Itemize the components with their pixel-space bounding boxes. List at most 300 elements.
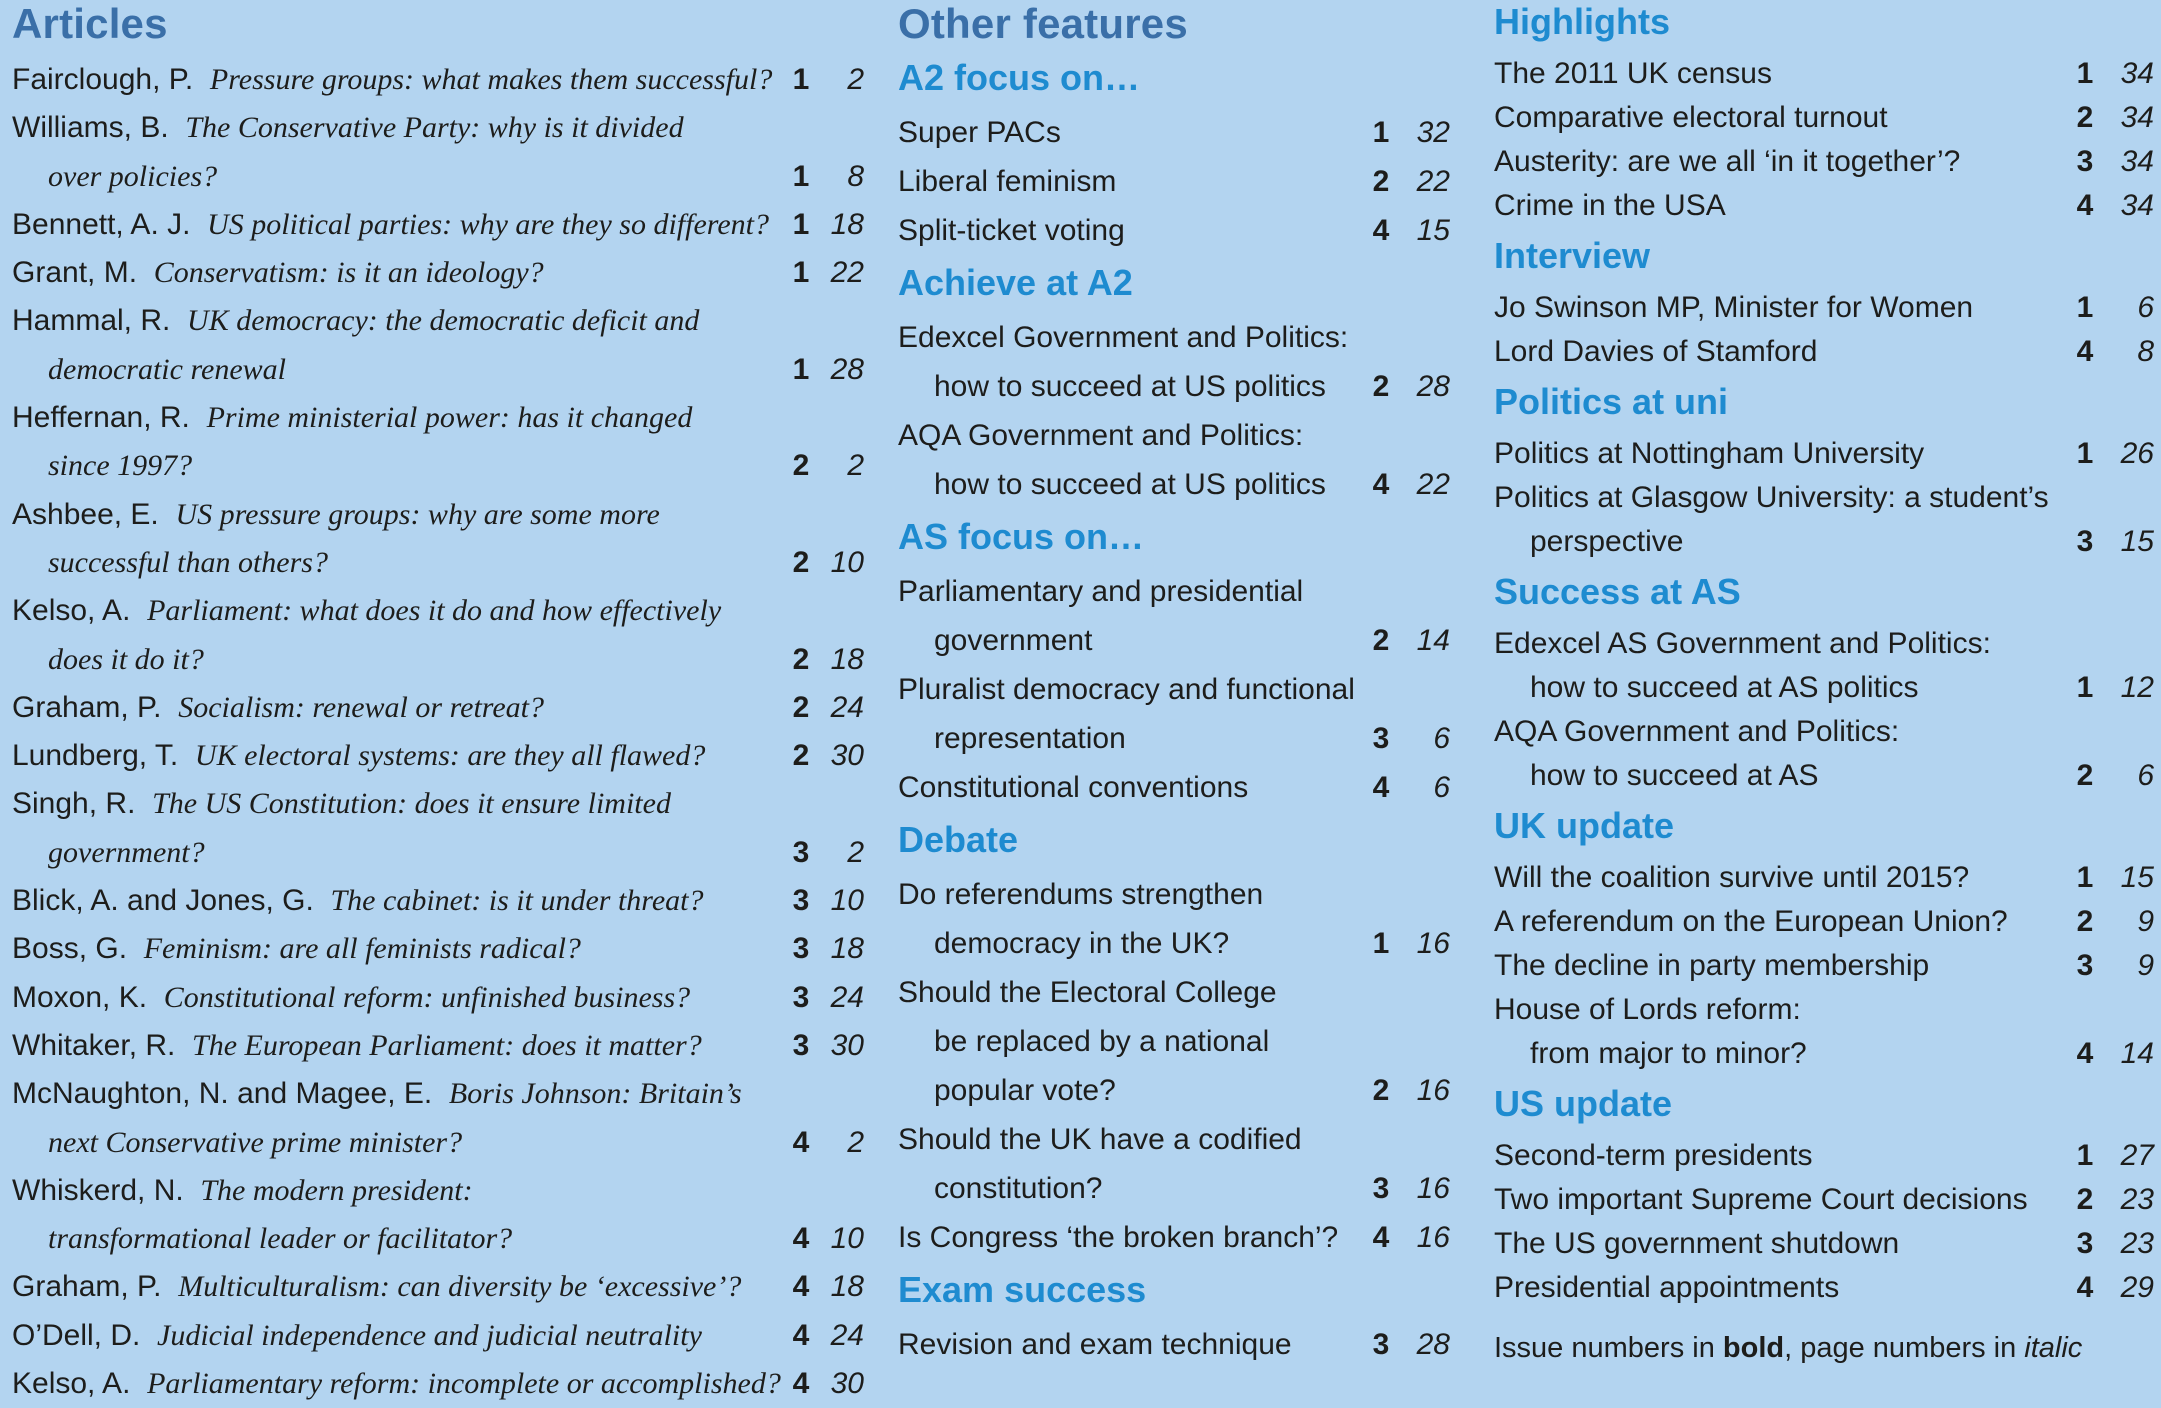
article-author: Kelso, A. — [12, 1367, 131, 1401]
feature-text — [898, 665, 1366, 763]
feature-line: Politics at Nottingham University — [1494, 437, 1925, 470]
article-entry — [12, 104, 864, 201]
article-title: Constitutional reform: unfinished business? — [163, 980, 691, 1014]
issue-number: 4 — [792, 1125, 810, 1159]
page-number: 6 — [1433, 722, 1450, 755]
page-number: 15 — [2120, 525, 2154, 558]
articles-column — [12, 0, 864, 1408]
page-number: 18 — [830, 1270, 864, 1304]
article-title: over policies? — [48, 159, 218, 193]
article-author: Hammal, R. — [12, 304, 171, 338]
article-author: Graham, P. — [12, 1270, 162, 1304]
right-features-column — [1494, 0, 2154, 1368]
feature-line: Constitutional conventions — [898, 771, 1249, 804]
feature-line: The 2011 UK census — [1494, 57, 1772, 90]
article-text — [12, 56, 786, 104]
article-entry — [12, 297, 864, 394]
article-title: government? — [48, 835, 205, 869]
feature-entry — [898, 1213, 1450, 1262]
feature-line: A referendum on the European Union? — [1494, 905, 2008, 938]
article-title: Parliament: what does it do and how effectively — [147, 594, 722, 628]
page-number: 24 — [830, 980, 864, 1014]
issue-number: 4 — [2076, 189, 2094, 222]
feature-line: Will the coalition survive until 2015? — [1494, 861, 1970, 894]
feature-line: Is Congress ‘the broken branch’? — [898, 1221, 1339, 1254]
issue-number: 4 — [1372, 1221, 1390, 1254]
article-title: Multiculturalism: can diversity be ‘excessive’? — [178, 1270, 742, 1304]
feature-text — [1494, 988, 2070, 1076]
issue-number: 1 — [2076, 291, 2094, 324]
issue-number: 2 — [2076, 1183, 2094, 1216]
feature-line: how to succeed at US politics — [934, 370, 1326, 403]
article-text — [12, 780, 786, 877]
article-title: successful than others? — [48, 545, 328, 579]
issue-number: 2 — [1372, 1074, 1390, 1107]
feature-line: Second-term presidents — [1494, 1139, 1813, 1172]
article-title: The European Parliament: does it matter? — [192, 1028, 702, 1062]
feature-line: Do referendums strengthen — [898, 878, 1264, 911]
feature-text — [1494, 476, 2070, 564]
section-heading: Exam success — [898, 1269, 1147, 1310]
issue-number: 1 — [2076, 437, 2094, 470]
issue-number: 3 — [2076, 145, 2094, 178]
issue-number: 4 — [2076, 1271, 2094, 1304]
section-heading: Politics at uni — [1494, 381, 1729, 422]
article-author: Blick, A. and Jones, G. — [12, 884, 314, 918]
feature-line: Two important Supreme Court decisions — [1494, 1183, 2028, 1216]
other-features-title: Other features — [898, 0, 1188, 47]
article-entry — [12, 925, 864, 973]
feature-entry — [1494, 432, 2154, 476]
issue-number: 3 — [792, 884, 810, 918]
articles-list — [12, 56, 864, 1408]
feature-line: The US government shutdown — [1494, 1227, 1900, 1260]
article-title: The cabinet: is it under threat? — [330, 884, 704, 918]
article-author: McNaughton, N. and Magee, E. — [12, 1077, 433, 1111]
article-entry — [12, 201, 864, 249]
feature-text — [1494, 1178, 2070, 1222]
feature-line: Revision and exam technique — [898, 1328, 1292, 1361]
feature-text — [898, 567, 1366, 665]
feature-text — [1494, 856, 2070, 900]
article-title: The Conservative Party: why is it divided — [185, 111, 684, 145]
issue-number: 1 — [1372, 116, 1390, 149]
section-heading: AS focus on… — [898, 516, 1145, 557]
issue-number: 4 — [2076, 335, 2094, 368]
article-text — [12, 1022, 786, 1070]
issue-number: 3 — [1372, 1172, 1390, 1205]
issue-number: 1 — [2076, 861, 2094, 894]
article-author: Singh, R. — [12, 787, 136, 821]
feature-text — [1494, 330, 2070, 374]
page-number: 22 — [1416, 165, 1450, 198]
feature-entry — [1494, 856, 2154, 900]
feature-line: Pluralist democracy and functional — [898, 673, 1355, 706]
issue-number: 2 — [792, 642, 810, 676]
feature-entry — [898, 968, 1450, 1115]
issue-number: 4 — [792, 1222, 810, 1256]
other-features-list — [898, 56, 1450, 1369]
page-number: 14 — [2120, 1037, 2154, 1070]
article-text — [12, 297, 786, 394]
article-text — [12, 1312, 786, 1360]
issue-number: 2 — [792, 739, 810, 773]
page-number: 8 — [2137, 335, 2154, 368]
feature-line: how to succeed at AS — [1530, 759, 1819, 792]
feature-entry — [1494, 140, 2154, 184]
article-entry — [12, 1360, 864, 1408]
section-heading: A2 focus on… — [898, 57, 1141, 98]
article-text — [12, 974, 786, 1022]
feature-entry — [898, 1320, 1450, 1369]
feature-entry — [1494, 900, 2154, 944]
article-line — [12, 442, 786, 490]
section-heading: Interview — [1494, 235, 1651, 276]
page-number: 34 — [2120, 189, 2154, 222]
issue-number: 3 — [792, 835, 810, 869]
article-text — [12, 1167, 786, 1264]
article-title: US pressure groups: why are some more — [175, 497, 660, 531]
feature-line: representation — [934, 722, 1126, 755]
page-number: 16 — [1416, 1221, 1450, 1254]
page-number: 30 — [830, 1367, 864, 1401]
feature-entry — [1494, 622, 2154, 710]
article-entry — [12, 491, 864, 588]
article-title: democratic renewal — [48, 352, 286, 386]
article-title: Prime ministerial power: has it changed — [206, 401, 693, 435]
article-text — [12, 732, 786, 780]
section-heading: UK update — [1494, 805, 1674, 846]
feature-text — [1494, 1266, 2070, 1310]
page-number: 10 — [830, 1222, 864, 1256]
page-number: 16 — [1416, 1172, 1450, 1205]
article-line — [12, 201, 786, 249]
page-number: 18 — [830, 207, 864, 241]
feature-text — [1494, 432, 2070, 476]
page-number: 16 — [1416, 1074, 1450, 1107]
article-entry — [12, 1022, 864, 1070]
article-text — [12, 1360, 786, 1408]
article-author: Whiskerd, N. — [12, 1173, 184, 1207]
article-line — [12, 877, 786, 925]
feature-line: popular vote? — [934, 1074, 1116, 1107]
page-number: 28 — [1416, 1328, 1450, 1361]
feature-line: Edexcel Government and Politics: — [898, 321, 1349, 354]
feature-line: Parliamentary and presidential — [898, 575, 1304, 608]
page-number: 23 — [2120, 1183, 2154, 1216]
page-number: 18 — [830, 932, 864, 966]
feature-line: Super PACs — [898, 116, 1061, 149]
article-line — [12, 1263, 786, 1311]
issue-number: 4 — [1372, 214, 1390, 247]
issue-number: 4 — [1372, 771, 1390, 804]
issue-number: 2 — [792, 545, 810, 579]
page-number: 6 — [2137, 759, 2154, 792]
article-text — [12, 877, 786, 925]
article-author: Grant, M. — [12, 256, 138, 290]
article-line — [12, 925, 786, 973]
feature-text — [898, 313, 1366, 411]
feature-line: Edexcel AS Government and Politics: — [1494, 627, 1991, 660]
article-line — [12, 684, 786, 732]
article-author: O’Dell, D. — [12, 1318, 141, 1352]
feature-line: Jo Swinson MP, Minister for Women — [1494, 291, 1974, 324]
feature-entry — [1494, 184, 2154, 228]
feature-line: how to succeed at US politics — [934, 468, 1326, 501]
page-number: 2 — [847, 1125, 864, 1159]
issue-number: 1 — [2076, 671, 2094, 704]
issue-number: 1 — [792, 207, 810, 241]
feature-line: be replaced by a national — [934, 1025, 1270, 1058]
issue-number: 2 — [2076, 759, 2094, 792]
article-title: Boris Johnson: Britain’s — [448, 1077, 742, 1111]
feature-line: government — [934, 624, 1093, 657]
feature-entry — [898, 567, 1450, 665]
page-number: 6 — [1433, 771, 1450, 804]
issue-number: 1 — [1372, 927, 1390, 960]
feature-line: how to succeed at AS politics — [1530, 671, 1919, 704]
page-number: 26 — [2120, 437, 2154, 470]
article-title: does it do it? — [48, 642, 204, 676]
feature-line: Austerity: are we all ‘in it together’? — [1494, 145, 1961, 178]
issue-number: 1 — [2076, 57, 2094, 90]
feature-entry — [1494, 330, 2154, 374]
feature-line: from major to minor? — [1530, 1037, 1807, 1070]
page-number: 30 — [830, 1028, 864, 1062]
article-title: Socialism: renewal or retreat? — [178, 690, 544, 724]
feature-entry — [898, 1115, 1450, 1213]
feature-line: AQA Government and Politics: — [1494, 715, 1900, 748]
article-title: US political parties: why are they so different? — [207, 207, 769, 241]
article-line — [12, 1360, 786, 1408]
right-features-list — [1494, 0, 2154, 1310]
feature-entry — [1494, 286, 2154, 330]
article-entry — [12, 1312, 864, 1360]
feature-line: Presidential appointments — [1494, 1271, 1840, 1304]
article-title: Parliamentary reform: incomplete or accomplished? — [147, 1367, 781, 1401]
issue-number: 2 — [1372, 370, 1390, 403]
page-number: 2 — [847, 449, 864, 483]
page-number: 16 — [1416, 927, 1450, 960]
page-number: 9 — [2137, 905, 2154, 938]
section-heading: Highlights — [1494, 1, 1670, 42]
issue-number: 1 — [792, 159, 810, 193]
feature-text — [898, 763, 1366, 812]
section-heading: Debate — [898, 819, 1019, 860]
article-entry — [12, 780, 864, 877]
article-text — [12, 104, 786, 201]
article-line — [12, 732, 786, 780]
feature-text — [898, 1213, 1366, 1262]
article-author: Fairclough, P. — [12, 63, 194, 96]
article-title: Judicial independence and judicial neutrality — [157, 1318, 702, 1352]
issue-number: 2 — [792, 690, 810, 724]
issue-number: 3 — [2076, 1227, 2094, 1260]
feature-line: House of Lords reform: — [1494, 993, 1801, 1026]
feature-entry — [898, 665, 1450, 763]
feature-text — [1494, 944, 2070, 988]
issue-number: 4 — [2076, 1037, 2094, 1070]
feature-entry — [1494, 96, 2154, 140]
article-line — [12, 104, 786, 152]
feature-line: Liberal feminism — [898, 165, 1117, 198]
article-entry — [12, 974, 864, 1022]
feature-text — [1494, 52, 2070, 96]
feature-line: The decline in party membership — [1494, 949, 1930, 982]
page-number: 27 — [2120, 1139, 2154, 1172]
article-title: UK democracy: the democratic deficit and — [187, 304, 700, 338]
page-number: 14 — [1416, 624, 1450, 657]
article-entry — [12, 1263, 864, 1311]
note-bold-word: bold — [1722, 1332, 1785, 1364]
article-line — [12, 153, 786, 201]
feature-text — [1494, 1134, 2070, 1178]
article-author: Lundberg, T. — [12, 739, 179, 773]
issue-number: 3 — [792, 980, 810, 1014]
page-number: 34 — [2120, 57, 2154, 90]
article-line — [12, 636, 786, 684]
page-number: 15 — [2120, 861, 2154, 894]
article-title: next Conservative prime minister? — [48, 1125, 463, 1159]
issue-number: 2 — [2076, 101, 2094, 134]
feature-line: Should the Electoral College — [898, 976, 1277, 1009]
articles-title: Articles — [12, 0, 168, 47]
article-line — [12, 539, 786, 587]
feature-entry — [898, 870, 1450, 968]
article-line — [12, 1070, 786, 1118]
article-author: Boss, G. — [12, 932, 128, 966]
article-author: Graham, P. — [12, 690, 162, 724]
issue-number: 3 — [2076, 525, 2094, 558]
feature-entry — [1494, 1178, 2154, 1222]
article-title: The US Constitution: does it ensure limited — [152, 787, 671, 821]
feature-text — [1494, 96, 2070, 140]
issue-number: 1 — [2076, 1139, 2094, 1172]
feature-entry — [898, 108, 1450, 157]
article-author: Kelso, A. — [12, 594, 131, 628]
issue-number: 1 — [792, 352, 810, 386]
note-prefix: Issue numbers in — [1494, 1332, 1723, 1364]
section-heading: US update — [1494, 1083, 1673, 1124]
article-line — [12, 394, 786, 442]
feature-line: Crime in the USA — [1494, 189, 1726, 222]
page-number: 2 — [847, 835, 864, 869]
page-number: 32 — [1416, 116, 1450, 149]
feature-line: AQA Government and Politics: — [898, 419, 1304, 452]
article-line — [12, 346, 786, 394]
article-text — [12, 491, 786, 588]
article-line — [12, 56, 786, 104]
article-line — [12, 780, 786, 828]
feature-entry — [1494, 52, 2154, 96]
article-entry — [12, 1070, 864, 1167]
feature-line: Should the UK have a codified — [898, 1123, 1302, 1156]
feature-line: Split-ticket voting — [898, 214, 1125, 247]
page-number: 29 — [2120, 1271, 2154, 1304]
feature-text — [898, 108, 1366, 157]
issue-number: 3 — [2076, 949, 2094, 982]
other-features-column — [898, 0, 1450, 1369]
article-title: The modern president: — [200, 1173, 473, 1207]
page-number: 34 — [2120, 101, 2154, 134]
article-text — [12, 1070, 786, 1167]
article-text — [12, 1263, 786, 1311]
page-number: 9 — [2137, 949, 2154, 982]
article-line — [12, 974, 786, 1022]
issue-number: 2 — [2076, 905, 2094, 938]
article-line — [12, 297, 786, 345]
issue-number: 1 — [792, 256, 810, 290]
page-number: 12 — [2120, 671, 2154, 704]
issue-number: 2 — [1372, 624, 1390, 657]
article-title: Feminism: are all feminists radical? — [143, 932, 581, 966]
page-number: 34 — [2120, 145, 2154, 178]
article-entry — [12, 877, 864, 925]
feature-line: Lord Davies of Stamford — [1494, 335, 1818, 368]
article-entry — [12, 249, 864, 297]
feature-text — [898, 411, 1366, 509]
page-number: 23 — [2120, 1227, 2154, 1260]
page-number: 2 — [847, 63, 864, 96]
feature-text — [1494, 1222, 2070, 1266]
feature-text — [1494, 184, 2070, 228]
page-number: 28 — [1416, 370, 1450, 403]
feature-text — [898, 870, 1366, 968]
article-title: since 1997? — [48, 449, 193, 483]
feature-line: Politics at Glasgow University: a student’s — [1494, 481, 2049, 514]
feature-text — [1494, 900, 2070, 944]
feature-line: democracy in the UK? — [934, 927, 1230, 960]
issue-number: 4 — [792, 1318, 810, 1352]
article-line — [12, 1022, 786, 1070]
article-author: Moxon, K. — [12, 980, 148, 1014]
feature-line: Comparative electoral turnout — [1494, 101, 1888, 134]
note-italic-word: italic — [2024, 1332, 2083, 1364]
issue-number: 3 — [792, 932, 810, 966]
article-title: UK electoral systems: are they all flawed? — [194, 739, 706, 773]
note-middle: , page numbers in — [1784, 1332, 2025, 1364]
page-number: 6 — [2137, 291, 2154, 324]
feature-text — [898, 968, 1366, 1115]
article-entry — [12, 587, 864, 684]
article-line — [12, 829, 786, 877]
article-entry — [12, 56, 864, 104]
article-text — [12, 684, 786, 732]
page-number: 22 — [1416, 468, 1450, 501]
article-author: Williams, B. — [12, 111, 169, 145]
feature-entry — [898, 157, 1450, 206]
feature-entry — [1494, 988, 2154, 1076]
feature-entry — [898, 411, 1450, 509]
feature-text — [898, 157, 1366, 206]
article-line — [12, 1312, 786, 1360]
page-number: 18 — [830, 642, 864, 676]
section-heading: Achieve at A2 — [898, 262, 1133, 303]
feature-entry — [898, 763, 1450, 812]
feature-entry — [1494, 1222, 2154, 1266]
article-author: Bennett, A. J. — [12, 207, 191, 241]
article-line — [12, 587, 786, 635]
page-number: 28 — [830, 352, 864, 386]
article-line — [12, 1215, 786, 1263]
feature-line: perspective — [1530, 525, 1684, 558]
article-entry — [12, 684, 864, 732]
feature-entry — [898, 206, 1450, 255]
article-title: Conservatism: is it an ideology? — [153, 256, 544, 290]
article-author: Heffernan, R. — [12, 401, 190, 435]
issue-number: 4 — [1372, 468, 1390, 501]
feature-text — [1494, 710, 2070, 798]
